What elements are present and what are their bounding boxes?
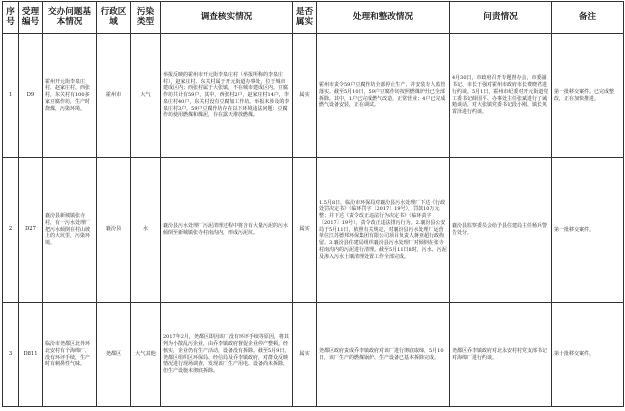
cell-accountability: 4月30日，市政府召开专题督办会，市委副书记、市长于强对霍州市政府市长费晓君进行约谈。5月1日，霍州市纪委对开元街道党工委书记薛国平、办事处主任张斌进行了诫勉谈话，对大张镇党委书记段小刚、镇长英霄泽进行约谈。 — [450, 34, 552, 158]
cell-district: 霍州市 — [97, 34, 131, 158]
cell-no: 2 — [3, 158, 19, 303]
header-no: 序号 — [3, 2, 19, 34]
cell-verified: 属实 — [293, 34, 317, 158]
cell-investigation: 举报反映的霍州市开元街李泉庄村（举报所称的李泉庄村），赵家庄村、东关村属于开元街道办事处，位于城市建成区内；西张村属于大张镇，不在城市建成区内。豆腐作坊共计有59户，其中，西张村2户，赵家庄村14户，李泉庄村40户，东关村没有豆腐加工作坊。举报未涉及的李泉庄村3户。59户豆腐作坊存在以下环境违法问题：豆腐作坊使用燃煤和煤泥，存在露天堆放燃煤。 — [161, 34, 293, 158]
header-code: 受理编号 — [19, 2, 43, 34]
table-row — [3, 34, 624, 158]
cell-verified: 属实 — [293, 303, 317, 407]
cell-no: 1 — [3, 34, 19, 158]
cell-handling: 尧都区政府责成乔李镇政府对该厂进行彻底取缔，5月10日，该厂生产的燃煤锅炉、生产设备已基本拆除完成。 — [317, 303, 450, 407]
header-handling: 处理和整改情况 — [317, 2, 450, 34]
cell-code: D9 — [19, 34, 43, 158]
cell-pollution: 大气 — [131, 34, 161, 158]
cell-investigation: 2017年2月，尧都区即因该厂没有环评手续等原因，将其列为小散乱污企业，由乔李镇政府督促企业停产整顿。经核实，企业仍有生产活动，设备没有拆除。截至5月9日，尧都区组织区环保局、经信局及乔李镇政府，对群众反映情况进行现场调查，发现该厂生产用电、设备尚未拆除，但生产设施未彻底拆除。 — [161, 303, 293, 407]
cell-accountability: 尧都区乔李镇政府对北永安村村党支部书记对海绵厂进行约谈。 — [450, 303, 552, 407]
header-accountability: 问责情况 — [450, 2, 552, 34]
cell-remark: 第十批移交案件。 — [552, 303, 624, 407]
cell-code: D27 — [19, 158, 43, 303]
header-investigation: 调查核实情况 — [161, 2, 293, 34]
header-row — [3, 2, 624, 34]
cell-pollution: 大气其他 — [131, 303, 161, 407]
table-row — [3, 158, 624, 303]
cell-district: 尧都区 — [97, 303, 131, 407]
cell-remark: 第一批移交案件。已完成整改，正在加快推进。 — [552, 34, 624, 158]
header-issue: 交办问题基本情况 — [43, 2, 97, 34]
cell-issue: 临汾市尧都区北外环北安村有个海绵厂，没有环评手续，生产时有刺鼻性气味。 — [43, 303, 97, 407]
cell-district: 襄汾县 — [97, 158, 131, 303]
cell-code: D811 — [19, 303, 43, 407]
case-table — [2, 1, 624, 407]
header-pollution: 污染类型 — [131, 2, 161, 34]
cell-no: 3 — [3, 303, 19, 407]
cell-accountability: 襄汾县监察委员会给予县住建局主任杨兵警告处分。 — [450, 158, 552, 303]
cell-handling: 1.5月8日，临汾市环保局对襄汾县污水处理厂下达《行政处罚决定书》（临环罚字〔2017〕19号），罚款10万元整；并下达《责令改正违法行为决定书》（临环责字〔2017〕19号），责令改正违法排污行为。2.襄汾县公安局于5月11日，依照有关规定，对襄汾县污水处理厂运营单位江苏德邦环保集团有限公司项目负责人蒋亚超行政拘留。3.襄汾县住建局组织襄汾县污水处理厂对倾倒在张寺村南沟内的污泥进行清理。截至5月11日8时，污水、污泥及渗入污水土壤清理处置工作全部完成。 — [317, 158, 450, 303]
table-row — [3, 303, 624, 407]
cell-handling: 霍州市责令59户豆腐作坊全部停止生产，并安装专人监管落实。截至5月10日，59户豆腐作坊按照燃煤炉灶已全部拆除。其中，1户已完成燃气改造，正常营业；4户已完成燃气设备安装，正在调试。 — [317, 34, 450, 158]
cell-issue: 襄汾县新城镇张寺村，有一污水处理厂把污水倾倒在村山坡上的大坑里，污染环境。 — [43, 158, 97, 303]
cell-remark: 第一批移交案件。 — [552, 158, 624, 303]
header-district: 行政区域 — [97, 2, 131, 34]
cell-pollution: 水 — [131, 158, 161, 303]
header-verified: 是否属实 — [293, 2, 317, 34]
cell-issue: 霍州开元街李泉庄村，赵家庄村、西张村，东关村有100多家豆腐作坊，生产时烧煤，污染环境。 — [43, 34, 97, 158]
cell-verified: 属实 — [293, 158, 317, 303]
header-remark: 备注 — [552, 2, 624, 34]
cell-investigation: 襄汾县污水处理厂污泥清理过程中将含有大量污泥的污水倾倒至新城镇张寺村南沟内，形成污泥坑。 — [161, 158, 293, 303]
